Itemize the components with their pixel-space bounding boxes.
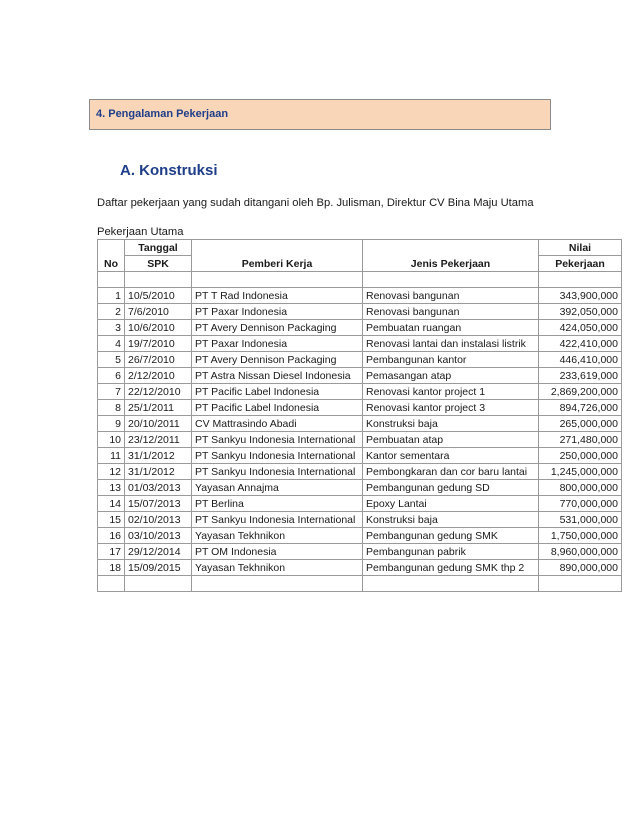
blank-row-bottom <box>98 576 622 592</box>
table-row <box>98 320 622 336</box>
row-no: 11 <box>98 448 125 464</box>
blank-row-top <box>98 272 622 288</box>
row-date: 15/07/2013 <box>125 496 192 512</box>
row-job: Pembuatan ruangan <box>363 320 539 336</box>
row-value: 1,750,000,000 <box>539 528 622 544</box>
work-experience-table <box>97 239 622 592</box>
table-row <box>98 496 622 512</box>
row-date: 31/1/2012 <box>125 448 192 464</box>
row-employer: PT Sankyu Indonesia International <box>192 448 363 464</box>
table-row <box>98 384 622 400</box>
row-no: 5 <box>98 352 125 368</box>
row-no: 7 <box>98 384 125 400</box>
table-row <box>98 544 622 560</box>
row-no: 13 <box>98 480 125 496</box>
row-date: 01/03/2013 <box>125 480 192 496</box>
row-employer: PT Pacific Label Indonesia <box>192 384 363 400</box>
row-employer: PT Berlina <box>192 496 363 512</box>
row-value: 250,000,000 <box>539 448 622 464</box>
row-no: 10 <box>98 432 125 448</box>
row-employer: PT Sankyu Indonesia International <box>192 464 363 480</box>
row-job: Pembangunan gedung SD <box>363 480 539 496</box>
row-no: 9 <box>98 416 125 432</box>
row-job: Renovasi lantai dan instalasi listrik <box>363 336 539 352</box>
table-caption: Pekerjaan Utama <box>97 226 184 238</box>
row-date: 25/1/2011 <box>125 400 192 416</box>
table-row <box>98 368 622 384</box>
row-date: 10/5/2010 <box>125 288 192 304</box>
row-value: 271,480,000 <box>539 432 622 448</box>
row-value: 392,050,000 <box>539 304 622 320</box>
subsection-title: A. Konstruksi <box>120 162 218 179</box>
row-job: Pembangunan gedung SMK <box>363 528 539 544</box>
row-value: 343,900,000 <box>539 288 622 304</box>
row-no: 15 <box>98 512 125 528</box>
row-employer: PT Pacific Label Indonesia <box>192 400 363 416</box>
row-employer: PT Paxar Indonesia <box>192 336 363 352</box>
row-value: 265,000,000 <box>539 416 622 432</box>
row-job: Renovasi bangunan <box>363 288 539 304</box>
row-date: 26/7/2010 <box>125 352 192 368</box>
row-no: 17 <box>98 544 125 560</box>
table-row <box>98 352 622 368</box>
row-job: Renovasi kantor project 3 <box>363 400 539 416</box>
table-body <box>98 272 622 592</box>
row-employer: PT Sankyu Indonesia International <box>192 432 363 448</box>
table-row <box>98 448 622 464</box>
row-date: 19/7/2010 <box>125 336 192 352</box>
row-no: 16 <box>98 528 125 544</box>
row-value: 424,050,000 <box>539 320 622 336</box>
row-employer: Yayasan Annajma <box>192 480 363 496</box>
row-job: Pembangunan pabrik <box>363 544 539 560</box>
row-job: Pembangunan kantor <box>363 352 539 368</box>
intro-text: Daftar pekerjaan yang sudah ditangani oleh Bp. Julisman, Direktur CV Bina Maju Utama <box>97 197 534 209</box>
row-job: Pembangunan gedung SMK thp 2 <box>363 560 539 576</box>
row-job: Pemasangan atap <box>363 368 539 384</box>
row-date: 2/12/2010 <box>125 368 192 384</box>
section-heading-box <box>89 99 551 130</box>
table-row <box>98 528 622 544</box>
row-no: 6 <box>98 368 125 384</box>
row-employer: PT Paxar Indonesia <box>192 304 363 320</box>
row-job: Pembongkaran dan cor baru lantai <box>363 464 539 480</box>
row-value: 890,000,000 <box>539 560 622 576</box>
table-row <box>98 464 622 480</box>
row-value: 1,245,000,000 <box>539 464 622 480</box>
row-date: 03/10/2013 <box>125 528 192 544</box>
header-date-bottom: SPK <box>125 256 192 272</box>
header-value-top: Nilai <box>539 240 622 256</box>
row-value: 233,619,000 <box>539 368 622 384</box>
row-value: 446,410,000 <box>539 352 622 368</box>
row-date: 22/12/2010 <box>125 384 192 400</box>
row-value: 422,410,000 <box>539 336 622 352</box>
table-row <box>98 560 622 576</box>
row-date: 23/12/2011 <box>125 432 192 448</box>
row-no: 14 <box>98 496 125 512</box>
row-job: Renovasi kantor project 1 <box>363 384 539 400</box>
row-value: 8,960,000,000 <box>539 544 622 560</box>
row-date: 15/09/2015 <box>125 560 192 576</box>
row-employer: PT Sankyu Indonesia International <box>192 512 363 528</box>
row-job: Pembuatan atap <box>363 432 539 448</box>
table-row <box>98 400 622 416</box>
row-no: 1 <box>98 288 125 304</box>
row-no: 18 <box>98 560 125 576</box>
row-no: 4 <box>98 336 125 352</box>
row-value: 531,000,000 <box>539 512 622 528</box>
table-row <box>98 432 622 448</box>
row-employer: PT Avery Dennison Packaging <box>192 352 363 368</box>
table-row <box>98 512 622 528</box>
row-no: 8 <box>98 400 125 416</box>
table-row <box>98 416 622 432</box>
row-date: 20/10/2011 <box>125 416 192 432</box>
row-date: 02/10/2013 <box>125 512 192 528</box>
row-job: Epoxy Lantai <box>363 496 539 512</box>
row-employer: PT OM Indonesia <box>192 544 363 560</box>
table-row <box>98 336 622 352</box>
table-header-row-top <box>98 240 622 256</box>
row-job: Konstruksi baja <box>363 416 539 432</box>
header-job: Jenis Pekerjaan <box>363 240 539 272</box>
row-no: 3 <box>98 320 125 336</box>
row-employer: Yayasan Tekhnikon <box>192 528 363 544</box>
table-row <box>98 480 622 496</box>
row-employer: PT T Rad Indonesia <box>192 288 363 304</box>
row-date: 29/12/2014 <box>125 544 192 560</box>
section-title: 4. Pengalaman Pekerjaan <box>96 108 229 120</box>
header-no: No <box>98 240 125 272</box>
row-value: 894,726,000 <box>539 400 622 416</box>
row-no: 12 <box>98 464 125 480</box>
header-employer: Pemberi Kerja <box>192 240 363 272</box>
header-value-bottom: Pekerjaan <box>539 256 622 272</box>
table-row <box>98 288 622 304</box>
row-employer: Yayasan Tekhnikon <box>192 560 363 576</box>
row-job: Kantor sementara <box>363 448 539 464</box>
table-row <box>98 304 622 320</box>
row-date: 31/1/2012 <box>125 464 192 480</box>
row-job: Renovasi bangunan <box>363 304 539 320</box>
row-employer: PT Astra Nissan Diesel Indonesia <box>192 368 363 384</box>
row-date: 7/6/2010 <box>125 304 192 320</box>
row-value: 770,000,000 <box>539 496 622 512</box>
row-job: Konstruksi baja <box>363 512 539 528</box>
header-date-top: Tanggal <box>125 240 192 256</box>
row-date: 10/6/2010 <box>125 320 192 336</box>
row-employer: CV Mattrasindo Abadi <box>192 416 363 432</box>
row-no: 2 <box>98 304 125 320</box>
row-employer: PT Avery Dennison Packaging <box>192 320 363 336</box>
row-value: 2,869,200,000 <box>539 384 622 400</box>
row-value: 800,000,000 <box>539 480 622 496</box>
